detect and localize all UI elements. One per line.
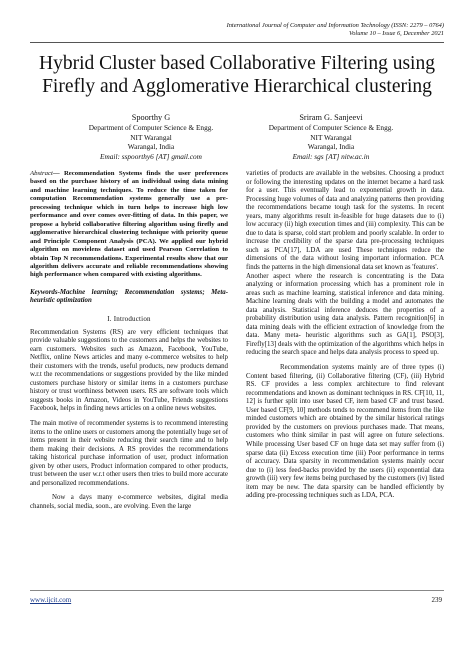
footer-divider <box>30 590 444 591</box>
intro-paragraph-1: Recommendation Systems (RS) are very efficient techniques that provide valuable suggestions to the customers and helps the websites to earn customers. Websites such as Amazon, Facebook, YouTube, Netflix, online News articles and many e-commerce websites to help their customers with the trends, useful products, new products demand w.r.t the recommendations or suggestions provided by the like minded customers purchase history or similar items in a customers purchase history or trust worthiness between users. RS are software tools which suggests books in Amazon, Videos in YouTube, Friends suggestions Facebook, helps in finding news articles on a online news websites. <box>30 328 228 413</box>
body-paragraph-2: Another aspect where the research is concentrating is the Data analyzing or information processing which has a prominent role in areas such as machine learning, statistical inference and data mining. Machine learning deals with the building a model and automates the data analysis. Statistical inference deduces the properties of a probability distribution using data analysis. Pattern recognition[6] in data mining deals with the efficient extraction of knowledge from the data. Many meta- heuristic algorithms such as GA[1], PSO[3], Firefly[13] deals with the optimization of the algorithms which helps in reducing the search space and helps data analysis process to speed up. <box>246 272 444 357</box>
author-institution: NIT Warangal <box>130 132 172 142</box>
author-email: Email: sspoorthy6 [AT] gmail.com <box>100 151 202 161</box>
right-column <box>246 170 444 501</box>
author-location: Warangal, India <box>127 142 175 152</box>
journal-name: International Journal of Computer and Information Technology (ISSN: 2279 – 0764) <box>226 22 444 29</box>
journal-website-link[interactable]: www.ijcit.com <box>30 596 72 604</box>
journal-issue: Volume 10 – Issue 6, December 2021 <box>349 30 444 37</box>
body-paragraph-3: Recommendation systems mainly are of three types (i) Content based filtering, (ii) Collaborative filtering (CF), (iii) Hybrid RS. CF provides a less complex architecture to find relevant recommendations and known as dominant techniques in RS. CF[10, 11, 12] is further split into user based CF, item based CF and trust based. User based CF[9, 10] methods tends to recommend items from the like minded customers which are obtained by the similar historical ratings provided by the customers on previous purchases made. That means, customers who think similar in past will agree on future selections. While processing User based CF on huge data set may suffer from (i) sparse data (ii) Excess execution time (iii) Poor performance in terms of accuracy. Data sparsity in recommendation systems mainly occur due to (i) less feed-backs provided by the users (ii) exponential data growth (iii) very few items being purchased by the customers (iv) listed item may be new. The data sparsity can be handled efficiently by adding pre-processing techniques such as LDA, PCA. <box>246 364 444 500</box>
intro-paragraph-2: The main motive of recommender systems is to recommend interesting items to the online users or customers among the potentially huge set of items present in their website reducing their search time and to help them making their decisions. A RS provides the recommendations taking historical purchase information of user, product information given by other users, Product information compared to other products, trust between the user w.r.t other users then tries to build more accurate and personalized recommendations. <box>30 420 228 487</box>
author-block-2 <box>236 112 426 161</box>
left-column <box>30 170 228 511</box>
body-paragraph-1: varieties of products are available in the websites. Choosing a product or following the interesting updates on the internet became a hard task for a user. This eventually lead to exponential growth in data. Processing huge volumes of data and analyzing patterns then providing the recommendations became tough task for the systems. In recent years, many algorithms result in-feasible for huge datasets due to (i) low accuracy (ii) high execution times and (iii) complexity. This can be due to data is sparse, cold start problem and poorly scalable. In order to increase the credibility of the sparse data pre-processing techniques such as PCA[17], LDA are used These techniques reduce the dimensions of the data without losing important information. PCA finds the patterns in the high dimensional data set known as 'features'. <box>246 170 444 272</box>
journal-header <box>84 22 444 38</box>
abstract-label: Abstract <box>30 170 53 177</box>
abstract-text: — Recommendation Systems finds the user preferences based on the purchase history of an individual using data mining and machine learning techniques. To reduce the time taken for computation Recommendation systems generally use a pre-processing technique which in turn helps to increase high low performance and over comes over-fitting of data. In this paper, we propose a hybrid collaborative filtering algorithm using firefly and agglomerative hierarchical clustering technique with priority queue and Principle Component Analysis (PCA). We applied our hybrid algorithm on movielens dataset and used Pearson Correlation to obtain Top N recommendations. Experimental results show that our algorithm delivers accurate and reliable recommendations showing high performance when compared with existing algorithms. <box>30 170 228 279</box>
keywords: Keywords-Machine learning; Recommendation systems; Meta-heuristic optimization <box>30 288 228 305</box>
section-heading-introduction: I. Introduction <box>107 314 151 323</box>
title-line-1: Hybrid Cluster based Collaborative Filtering using <box>39 53 435 74</box>
author-block-1 <box>56 112 246 161</box>
paper-title <box>20 52 454 98</box>
header-divider <box>30 42 444 43</box>
author-location: Warangal, India <box>307 142 355 152</box>
author-email: Email: sgs [AT] nitw.ac.in <box>292 151 370 161</box>
author-department: Department of Computer Science & Engg. <box>268 123 394 132</box>
author-institution: NIT Warangal <box>310 132 352 142</box>
title-line-2: Firefly and Agglomerative Hierarchical clustering <box>42 76 432 97</box>
intro-paragraph-3: Now a days many e-commerce websites, digital media channels, social media, soon., are evolving. Even the large <box>30 494 228 510</box>
page-number: 239 <box>431 596 442 604</box>
abstract <box>30 170 228 280</box>
author-name: Sriram G. Sanjeevi <box>299 113 363 122</box>
author-name: Spoorthy G <box>131 113 171 122</box>
author-department: Department of Computer Science & Engg. <box>88 123 214 132</box>
